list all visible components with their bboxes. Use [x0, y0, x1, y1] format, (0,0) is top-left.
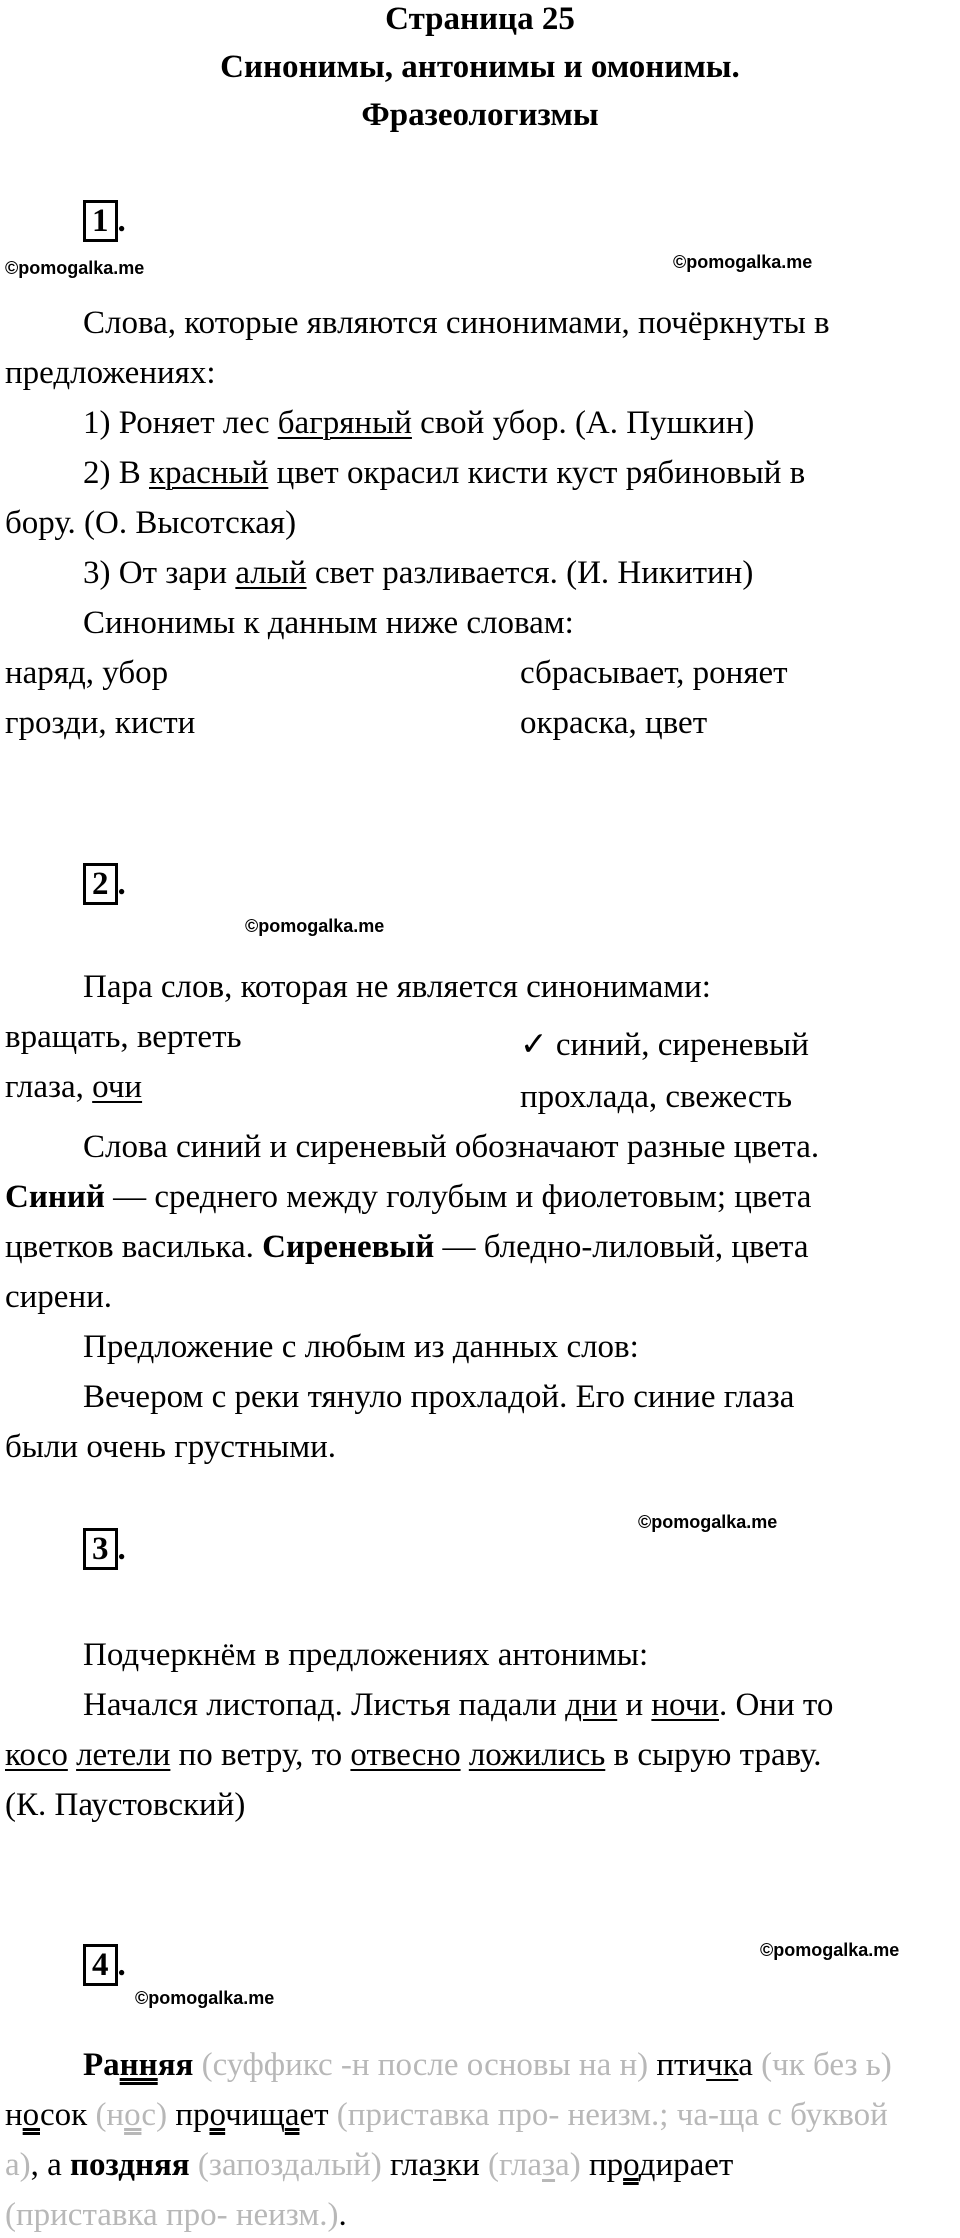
task1-synonyms-intro: Синонимы к данным ниже словам: [83, 605, 574, 641]
checkmark-icon: ✓ [520, 1024, 548, 1063]
task-number-2: 2 . [78, 863, 131, 905]
task3-line-1: Начался листопад. Листья падали дни и ночи. Они то [83, 1687, 834, 1723]
task1-intro: Слова, которые являются синонимами, почёркнуты в [83, 305, 830, 341]
task1-sentence-2: 2) В красный цвет окрасил кисти куст рябиновый в [83, 455, 806, 491]
task2-sentence: Вечером с реки тянуло прохладой. Его синие глаза [83, 1379, 795, 1415]
task2-sentence-intro: Предложение с любым из данных слов: [83, 1329, 639, 1365]
page-title: Страница 25 [385, 1, 575, 37]
task1-sentence-1: 1) Роняет лес багряный свой убор. (А. Пушкин) [83, 405, 755, 441]
task3-line-2: косо летели по ветру, то отвесно ложились в сырую траву. [5, 1737, 822, 1773]
task1-intro-cont: предложениях: [5, 355, 216, 391]
option-pair-selected: ✓ синий, сиреневый [520, 1024, 809, 1063]
watermark: ©pomogalka.me [638, 1512, 778, 1532]
task-number-4: 4 . [78, 1944, 131, 1986]
task4-line-3: а), а поздняя (запоздалый) глазки (глаза) продирает [5, 2147, 734, 2183]
synonym-pair: грозди, кисти [5, 705, 196, 741]
task4-line-2: носок (нос) прочищает (приставка про- неизм.; ча-ща с буквой [5, 2097, 888, 2133]
task4-line-4: (приставка про- неизм.). [5, 2197, 347, 2233]
task2-explanation-3: цветков василька. Сиреневый — бледно-лиловый, цвета [5, 1229, 809, 1265]
task-number-3: 3 . [78, 1528, 131, 1570]
watermark: ©pomogalka.me [673, 252, 813, 272]
synonym-pair: сбрасывает, роняет [520, 655, 788, 691]
task2-intro: Пара слов, которая не является синонимами: [83, 969, 711, 1005]
option-pair: глаза, очи [5, 1069, 143, 1105]
task-number-1: 1 . [78, 200, 131, 242]
option-pair: вращать, вертеть [5, 1019, 242, 1055]
task4-line-1: Ранняя (суффикс -н после основы на н) птичка (чк без ь) [83, 2047, 892, 2083]
task3-intro: Подчеркнём в предложениях антонимы: [83, 1637, 649, 1673]
topic-subtitle: Фразеологизмы [361, 97, 599, 133]
task2-explanation: Слова синий и сиреневый обозначают разные цвета. [83, 1129, 820, 1165]
task1-sentence-3: 3) От зари алый свет разливается. (И. Никитин) [83, 555, 754, 591]
watermark: ©pomogalka.me [245, 916, 385, 936]
task1-sentence-2-cont: бору. (О. Высотская) [5, 505, 297, 541]
option-pair: прохлада, свежесть [520, 1079, 793, 1115]
topic-title: Синонимы, антонимы и омонимы. [220, 49, 740, 85]
watermark: ©pomogalka.me [760, 1940, 900, 1960]
task3-author: (К. Паустовский) [5, 1787, 246, 1823]
synonym-pair: наряд, убор [5, 655, 169, 691]
task2-explanation-4: сирени. [5, 1279, 113, 1315]
watermark: ©pomogalka.me [5, 258, 145, 278]
watermark: ©pomogalka.me [135, 1988, 275, 2008]
task2-explanation-2: Синий — среднего между голубым и фиолетовым; цвета [5, 1179, 812, 1215]
task2-sentence-cont: были очень грустными. [5, 1429, 336, 1465]
synonym-pair: окраска, цвет [520, 705, 708, 741]
